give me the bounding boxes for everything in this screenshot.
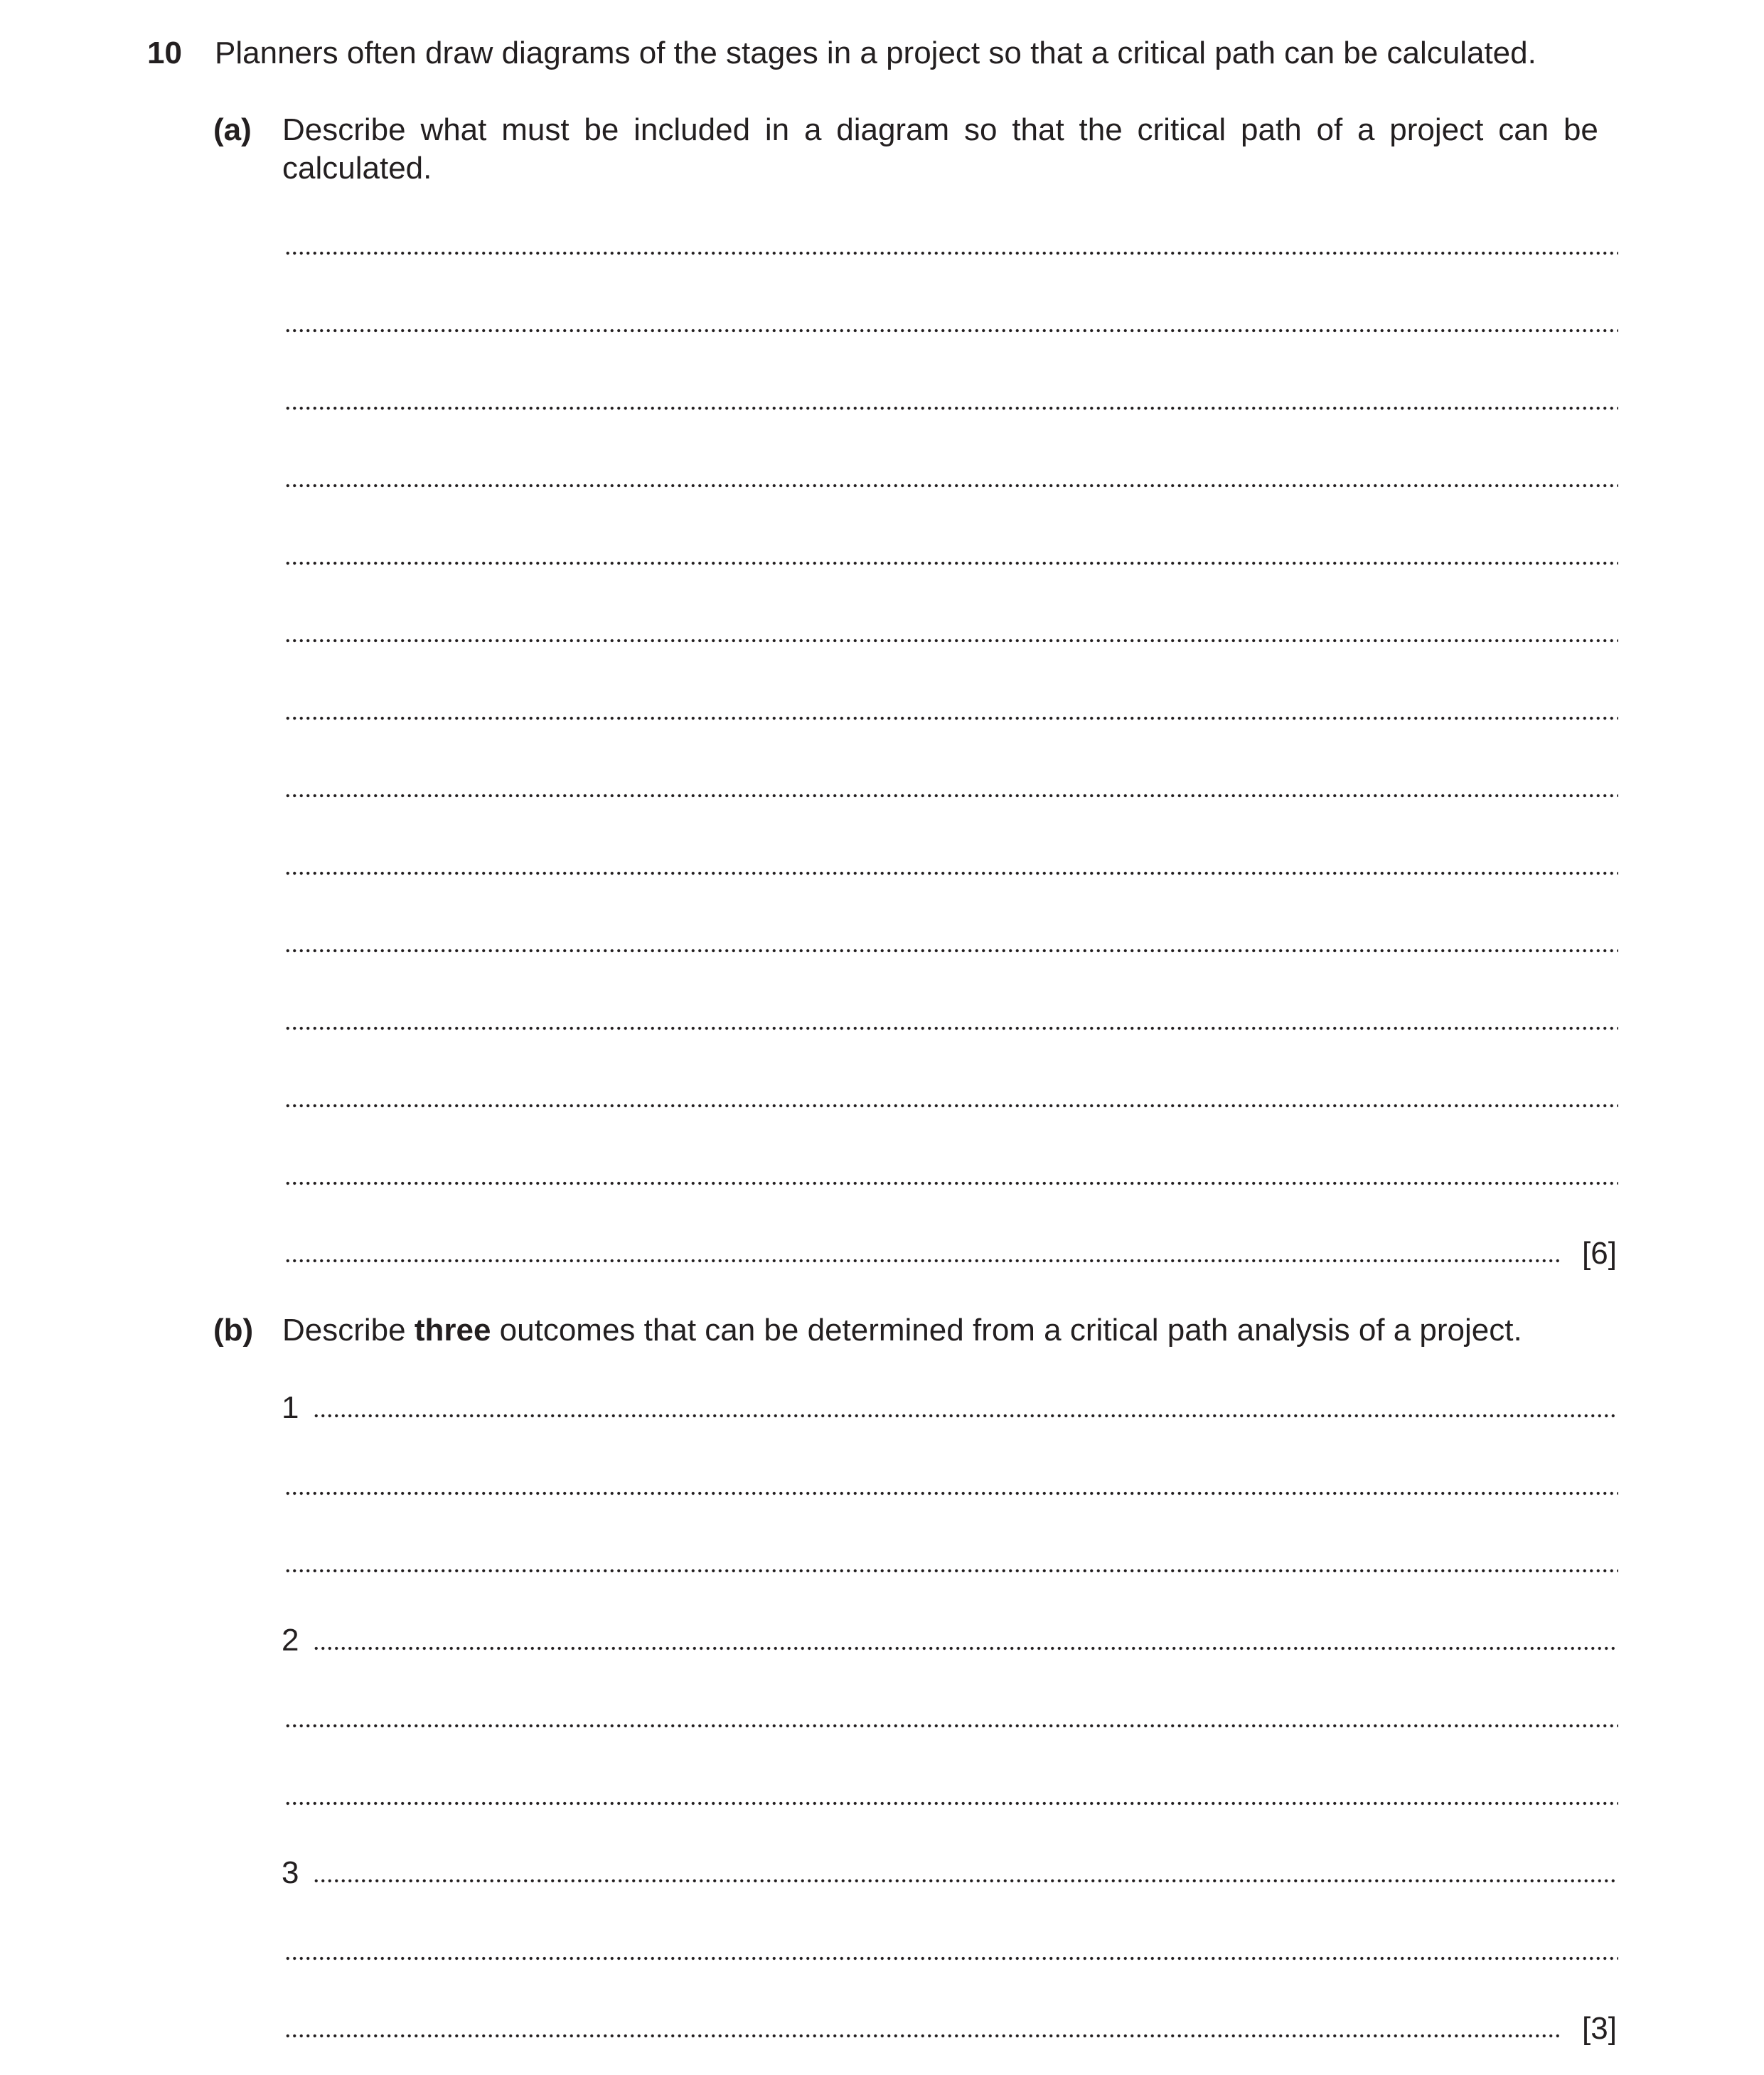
answer-line[interactable] (284, 871, 1618, 875)
part-b-question-end: outcomes that can be determined from a critical path analysis of a project. (491, 1313, 1522, 1348)
part-b-question (282, 1311, 1522, 1350)
part-a-question-line-1: Describe what must be included in a diagram so that the critical path of a project can be (282, 112, 1598, 147)
answer-line[interactable] (284, 1569, 1618, 1573)
part-a-question-line-2: calculated. (282, 151, 432, 186)
part-b-question-start: Describe (282, 1313, 415, 1348)
answer-line[interactable] (313, 1414, 1618, 1418)
part-b-marks: [3] (1582, 2011, 1617, 2046)
answer-line[interactable] (284, 329, 1618, 333)
item-number-1: 1 (282, 1390, 299, 1425)
part-b-question-emphasis: three (414, 1313, 491, 1348)
answer-line[interactable] (284, 949, 1618, 953)
answer-line[interactable] (284, 1724, 1618, 1728)
question-number: 10 (147, 36, 182, 70)
answer-line[interactable] (284, 639, 1618, 643)
answer-line[interactable] (284, 251, 1618, 255)
answer-line[interactable] (284, 1956, 1618, 1961)
answer-line[interactable] (284, 1801, 1618, 1805)
answer-line[interactable] (284, 406, 1618, 410)
answer-line[interactable] (284, 484, 1618, 488)
item-number-2: 2 (282, 1623, 299, 1658)
part-b-label: (b) (213, 1313, 254, 1348)
answer-line[interactable] (284, 2034, 1561, 2038)
answer-line[interactable] (284, 1491, 1618, 1495)
answer-line[interactable] (284, 561, 1618, 565)
answer-line[interactable] (313, 1646, 1618, 1650)
answer-line[interactable] (284, 1104, 1618, 1108)
answer-line[interactable] (284, 794, 1618, 798)
answer-line[interactable] (284, 1026, 1618, 1030)
question-stem: Planners often draw diagrams of the stages in a project so that a critical path can be calculated. (215, 36, 1536, 70)
part-a-marks: [6] (1582, 1236, 1617, 1271)
answer-line[interactable] (313, 1879, 1618, 1883)
answer-line[interactable] (284, 716, 1618, 720)
answer-line[interactable] (284, 1181, 1618, 1185)
item-number-3: 3 (282, 1855, 299, 1890)
part-a-label: (a) (213, 112, 252, 147)
answer-line[interactable] (284, 1259, 1561, 1263)
